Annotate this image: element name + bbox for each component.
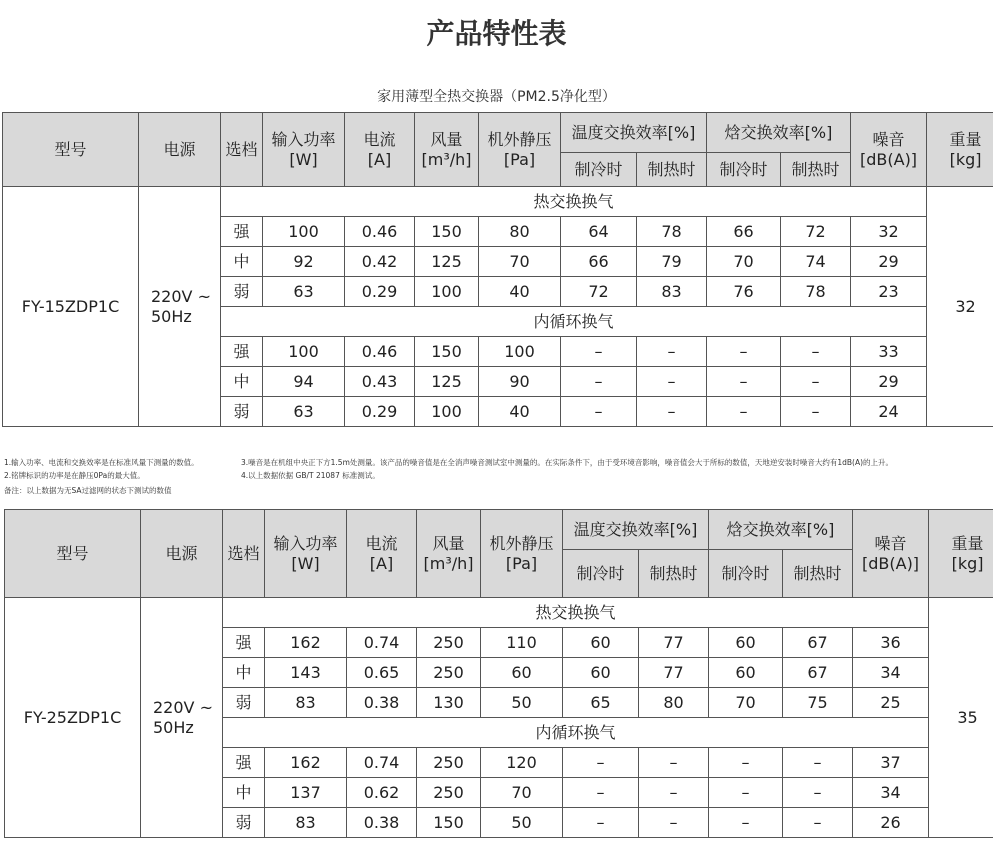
value-cell: 150 bbox=[415, 337, 479, 367]
speed-cell: 强 bbox=[223, 748, 265, 778]
value-cell: 72 bbox=[561, 277, 637, 307]
header-weight bbox=[927, 113, 993, 187]
value-cell: 77 bbox=[639, 658, 709, 688]
header-static-pressure-unit: [Pa] bbox=[503, 149, 536, 169]
header-enthalpy-heating: 制热时 bbox=[783, 550, 853, 598]
header-noise-unit: [dB(A)] bbox=[860, 149, 918, 169]
header-airflow bbox=[415, 113, 479, 187]
header-noise bbox=[851, 113, 927, 187]
section-internal-circulation: 内循环换气 bbox=[221, 307, 927, 337]
value-cell: 0.38 bbox=[347, 808, 417, 838]
header-weight-unit: [kg] bbox=[949, 149, 982, 169]
value-cell: 92 bbox=[263, 247, 345, 277]
value-cell: 0.29 bbox=[345, 277, 415, 307]
value-cell: 66 bbox=[707, 217, 781, 247]
value-cell: 24 bbox=[851, 397, 927, 427]
value-cell: – bbox=[781, 337, 851, 367]
header-current-label: 电流 bbox=[363, 129, 396, 149]
value-cell: 63 bbox=[263, 277, 345, 307]
header-current bbox=[345, 113, 415, 187]
header-input-power-label: 输入功率 bbox=[273, 533, 338, 553]
value-cell: 33 bbox=[851, 337, 927, 367]
notes-row-2 bbox=[4, 469, 893, 482]
value-cell: – bbox=[707, 337, 781, 367]
value-cell: 120 bbox=[481, 748, 563, 778]
value-cell: 100 bbox=[415, 397, 479, 427]
header-input-power bbox=[263, 113, 345, 187]
value-cell: 29 bbox=[851, 367, 927, 397]
spec-table-fy15 bbox=[2, 112, 993, 427]
header-airflow bbox=[417, 510, 481, 598]
value-cell: – bbox=[561, 397, 637, 427]
notes-row-3 bbox=[4, 484, 893, 497]
value-cell: – bbox=[709, 808, 783, 838]
value-cell: 79 bbox=[637, 247, 707, 277]
power-source-cell bbox=[141, 598, 223, 838]
value-cell: 100 bbox=[263, 217, 345, 247]
value-cell: – bbox=[561, 337, 637, 367]
value-cell: 70 bbox=[481, 778, 563, 808]
value-cell: 0.42 bbox=[345, 247, 415, 277]
header-input-power-unit: [W] bbox=[291, 553, 320, 573]
value-cell: 0.65 bbox=[347, 658, 417, 688]
value-cell: – bbox=[639, 778, 709, 808]
value-cell: – bbox=[563, 778, 639, 808]
value-cell: 60 bbox=[563, 628, 639, 658]
value-cell: 110 bbox=[481, 628, 563, 658]
value-cell: 0.38 bbox=[347, 688, 417, 718]
section-row bbox=[3, 187, 993, 217]
section-row bbox=[5, 598, 993, 628]
value-cell: 34 bbox=[853, 778, 929, 808]
value-cell: 65 bbox=[563, 688, 639, 718]
value-cell: 34 bbox=[853, 658, 929, 688]
value-cell: 60 bbox=[709, 628, 783, 658]
value-cell: 74 bbox=[781, 247, 851, 277]
value-cell: 66 bbox=[561, 247, 637, 277]
page-title: 产品特性表 bbox=[426, 17, 567, 50]
power-voltage: 220V ~ bbox=[153, 697, 213, 717]
speed-cell: 中 bbox=[223, 778, 265, 808]
value-cell: 77 bbox=[639, 628, 709, 658]
value-cell: 78 bbox=[781, 277, 851, 307]
header-weight-label: 重量 bbox=[949, 129, 982, 149]
header-row bbox=[5, 510, 993, 550]
value-cell: – bbox=[781, 397, 851, 427]
section-heat-exchange: 热交换换气 bbox=[223, 598, 929, 628]
header-enthalpy-heating: 制热时 bbox=[781, 153, 851, 187]
header-weight-label: 重量 bbox=[951, 533, 984, 553]
value-cell: 37 bbox=[853, 748, 929, 778]
remark: 备注：以上数据为无SA过滤网的状态下测试的数值 bbox=[4, 486, 172, 495]
value-cell: 83 bbox=[265, 808, 347, 838]
value-cell: 72 bbox=[781, 217, 851, 247]
header-current-unit: [A] bbox=[369, 553, 394, 573]
header-noise bbox=[853, 510, 929, 598]
value-cell: – bbox=[783, 748, 853, 778]
value-cell: 64 bbox=[561, 217, 637, 247]
value-cell: 80 bbox=[479, 217, 561, 247]
header-enthalpy-efficiency: 焓交换效率[%] bbox=[707, 113, 851, 153]
header-static-pressure-label: 机外静压 bbox=[487, 129, 552, 149]
value-cell: 130 bbox=[417, 688, 481, 718]
value-cell: – bbox=[639, 808, 709, 838]
header-weight bbox=[929, 510, 993, 598]
header-power-source: 电源 bbox=[141, 510, 223, 598]
header-enthalpy-cooling: 制冷时 bbox=[709, 550, 783, 598]
value-cell: 0.46 bbox=[345, 337, 415, 367]
value-cell: 150 bbox=[417, 808, 481, 838]
section-heat-exchange: 热交换换气 bbox=[221, 187, 927, 217]
value-cell: – bbox=[709, 778, 783, 808]
value-cell: 125 bbox=[415, 367, 479, 397]
header-speed: 选档 bbox=[221, 113, 263, 187]
table-subtitle: 家用薄型全热交换器（PM2.5净化型） bbox=[377, 89, 616, 105]
header-static-pressure-unit: [Pa] bbox=[505, 553, 538, 573]
value-cell: – bbox=[639, 748, 709, 778]
value-cell: 250 bbox=[417, 778, 481, 808]
speed-cell: 强 bbox=[221, 217, 263, 247]
value-cell: 94 bbox=[263, 367, 345, 397]
value-cell: – bbox=[709, 748, 783, 778]
speed-cell: 中 bbox=[221, 367, 263, 397]
value-cell: 0.29 bbox=[345, 397, 415, 427]
value-cell: 26 bbox=[853, 808, 929, 838]
value-cell: 162 bbox=[265, 748, 347, 778]
header-current bbox=[347, 510, 417, 598]
value-cell: 70 bbox=[709, 688, 783, 718]
section-internal-circulation: 内循环换气 bbox=[223, 718, 929, 748]
value-cell: 83 bbox=[637, 277, 707, 307]
value-cell: 32 bbox=[851, 217, 927, 247]
value-cell: 100 bbox=[263, 337, 345, 367]
header-temp-heating: 制热时 bbox=[637, 153, 707, 187]
value-cell: – bbox=[561, 367, 637, 397]
header-airflow-label: 风量 bbox=[432, 533, 465, 553]
value-cell: 36 bbox=[853, 628, 929, 658]
power-voltage: 220V ~ bbox=[151, 286, 211, 306]
value-cell: 0.74 bbox=[347, 748, 417, 778]
header-temp-efficiency: 温度交换效率[%] bbox=[561, 113, 707, 153]
value-cell: – bbox=[707, 367, 781, 397]
value-cell: – bbox=[637, 397, 707, 427]
speed-cell: 弱 bbox=[221, 277, 263, 307]
note-2: 2.铭牌标识的功率是在静压0Pa的最大值。 bbox=[4, 471, 145, 480]
value-cell: 63 bbox=[263, 397, 345, 427]
header-weight-unit: [kg] bbox=[951, 553, 984, 573]
header-noise-label: 噪音 bbox=[872, 129, 905, 149]
value-cell: 100 bbox=[479, 337, 561, 367]
speed-cell: 中 bbox=[223, 658, 265, 688]
header-noise-label: 噪音 bbox=[874, 533, 907, 553]
value-cell: 0.43 bbox=[345, 367, 415, 397]
header-power-source: 电源 bbox=[139, 113, 221, 187]
header-input-power-unit: [W] bbox=[289, 149, 318, 169]
value-cell: 50 bbox=[481, 808, 563, 838]
value-cell: 0.62 bbox=[347, 778, 417, 808]
notes-row-1 bbox=[4, 456, 893, 469]
value-cell: 75 bbox=[783, 688, 853, 718]
power-frequency: 50Hz bbox=[153, 717, 194, 737]
power-frequency: 50Hz bbox=[151, 306, 192, 326]
header-airflow-unit: [m³/h] bbox=[423, 553, 474, 573]
value-cell: 60 bbox=[563, 658, 639, 688]
value-cell: – bbox=[783, 778, 853, 808]
value-cell: 67 bbox=[783, 628, 853, 658]
header-temp-heating: 制热时 bbox=[639, 550, 709, 598]
value-cell: 23 bbox=[851, 277, 927, 307]
value-cell: 0.74 bbox=[347, 628, 417, 658]
speed-cell: 弱 bbox=[223, 808, 265, 838]
header-current-label: 电流 bbox=[365, 533, 398, 553]
speed-cell: 强 bbox=[221, 337, 263, 367]
value-cell: 67 bbox=[783, 658, 853, 688]
value-cell: 143 bbox=[265, 658, 347, 688]
value-cell: – bbox=[563, 808, 639, 838]
value-cell: – bbox=[563, 748, 639, 778]
header-input-power bbox=[265, 510, 347, 598]
value-cell: 250 bbox=[417, 748, 481, 778]
header-model: 型号 bbox=[5, 510, 141, 598]
header-temp-cooling: 制冷时 bbox=[561, 153, 637, 187]
spec-table-fy25 bbox=[4, 509, 993, 838]
header-enthalpy-efficiency: 焓交换效率[%] bbox=[709, 510, 853, 550]
header-noise-unit: [dB(A)] bbox=[862, 553, 920, 573]
value-cell: 125 bbox=[415, 247, 479, 277]
value-cell: 76 bbox=[707, 277, 781, 307]
weight-cell: 35 bbox=[929, 598, 993, 838]
note-3: 3.噪音是在机组中央正下方1.5m处测量。该产品的噪音值是在全消声噪音测试室中测量的。在实际条件下，由于受环境音影响，噪音值会大于所标的数值，天地逆安装时噪音大约有1dB(A)的上升。 bbox=[241, 458, 894, 467]
value-cell: 60 bbox=[481, 658, 563, 688]
value-cell: 50 bbox=[481, 688, 563, 718]
note-1: 1.输入功率、电流和交换效率是在标准风量下测量的数值。 bbox=[4, 458, 199, 467]
value-cell: 40 bbox=[479, 397, 561, 427]
value-cell: 150 bbox=[415, 217, 479, 247]
speed-cell: 中 bbox=[221, 247, 263, 277]
header-static-pressure bbox=[479, 113, 561, 187]
value-cell: 78 bbox=[637, 217, 707, 247]
header-speed: 选档 bbox=[223, 510, 265, 598]
header-model: 型号 bbox=[3, 113, 139, 187]
value-cell: 250 bbox=[417, 658, 481, 688]
model-cell: FY-15ZDP1C bbox=[3, 187, 139, 427]
value-cell: – bbox=[637, 367, 707, 397]
value-cell: 162 bbox=[265, 628, 347, 658]
header-airflow-label: 风量 bbox=[430, 129, 463, 149]
value-cell: – bbox=[637, 337, 707, 367]
note-4: 4.以上数据依据 GB/T 21087 标准测试。 bbox=[241, 471, 380, 480]
power-source-cell bbox=[139, 187, 221, 427]
speed-cell: 弱 bbox=[223, 688, 265, 718]
value-cell: 29 bbox=[851, 247, 927, 277]
header-current-unit: [A] bbox=[367, 149, 392, 169]
value-cell: 70 bbox=[479, 247, 561, 277]
value-cell: 40 bbox=[479, 277, 561, 307]
header-enthalpy-cooling: 制冷时 bbox=[707, 153, 781, 187]
header-input-power-label: 输入功率 bbox=[271, 129, 336, 149]
value-cell: 137 bbox=[265, 778, 347, 808]
value-cell: 90 bbox=[479, 367, 561, 397]
model-cell: FY-25ZDP1C bbox=[5, 598, 141, 838]
value-cell: 83 bbox=[265, 688, 347, 718]
value-cell: 0.46 bbox=[345, 217, 415, 247]
value-cell: 100 bbox=[415, 277, 479, 307]
value-cell: 250 bbox=[417, 628, 481, 658]
value-cell: 80 bbox=[639, 688, 709, 718]
header-static-pressure bbox=[481, 510, 563, 598]
notes-block bbox=[4, 456, 893, 497]
speed-cell: 弱 bbox=[221, 397, 263, 427]
header-airflow-unit: [m³/h] bbox=[421, 149, 472, 169]
value-cell: – bbox=[707, 397, 781, 427]
header-row bbox=[3, 113, 993, 153]
value-cell: – bbox=[781, 367, 851, 397]
speed-cell: 强 bbox=[223, 628, 265, 658]
value-cell: 70 bbox=[707, 247, 781, 277]
value-cell: – bbox=[783, 808, 853, 838]
header-temp-efficiency: 温度交换效率[%] bbox=[563, 510, 709, 550]
header-temp-cooling: 制冷时 bbox=[563, 550, 639, 598]
value-cell: 60 bbox=[709, 658, 783, 688]
value-cell: 25 bbox=[853, 688, 929, 718]
header-static-pressure-label: 机外静压 bbox=[489, 533, 554, 553]
weight-cell: 32 bbox=[927, 187, 993, 427]
